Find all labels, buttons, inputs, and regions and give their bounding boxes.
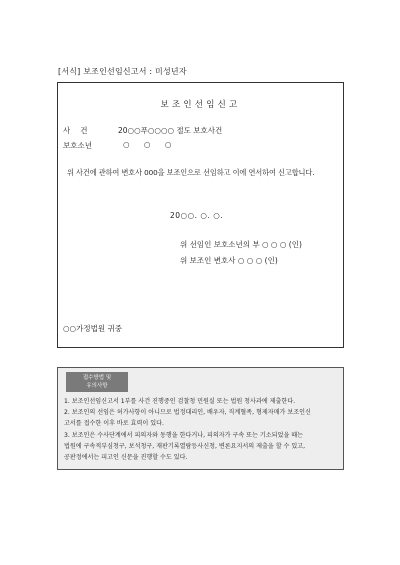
notes-badge-line2: 유의사항: [86, 383, 108, 389]
notes-badge-line1: 접수방법 및: [82, 375, 112, 381]
appointer-signature: 위 선임인 보호소년의 부 ○ ○ ○ (인): [180, 240, 302, 249]
note-line: 1. 보조인선임신고서 1부를 사건 진행중인 검찰청 민원실 또는 법원 청사과에 제출한다.: [64, 398, 296, 405]
case-value: 20○○푸○○○○ 절도 보호사건: [118, 126, 223, 135]
note-line: 2. 보조인의 선임은 허가사항이 아니므로 법정대리인, 배우자, 직계혈족, 형제자매가 보조인신: [64, 409, 311, 417]
form-title: 보조인선임신고: [160, 100, 241, 110]
accused-value: ○ ○ ○: [123, 140, 178, 149]
date-line: 20○○. ○. ○.: [170, 211, 224, 220]
note-line: 공판정에서는 피고인 신문을 진행할 수도 있다.: [64, 454, 188, 462]
note-line: 3. 보조인은 수사단계에서 피의자와 동행을 한다거나, 피의자가 구속 또는 기소되었을 때는: [64, 431, 304, 439]
assistant-signature: 위 보조인 변호사 ○ ○ ○ (인): [180, 256, 278, 265]
form-box: [57, 82, 344, 348]
page-header: [서식] 보조인선임신고서 : 미성년자: [58, 67, 187, 76]
note-line: 법원에 구속적부심청구, 보석청구, 재판기록열람등사신청, 변론요지서의 제출을 할 수 있고,: [64, 442, 306, 450]
notes-box: [57, 367, 344, 470]
statement-text: 위 사건에 관하여 변호사 000을 보조인으로 선임하고 이에 연서하여 신고합니다.: [67, 168, 315, 177]
notes-list: [64, 396, 338, 463]
accused-label: 보호소년: [63, 141, 92, 150]
notes-badge: [66, 372, 128, 392]
case-label: 사건: [63, 126, 98, 135]
note-line: 고서를 접수한 이후 바로 효력이 있다.: [64, 420, 164, 428]
court-addressee: ○○가정법원 귀중: [63, 324, 122, 333]
